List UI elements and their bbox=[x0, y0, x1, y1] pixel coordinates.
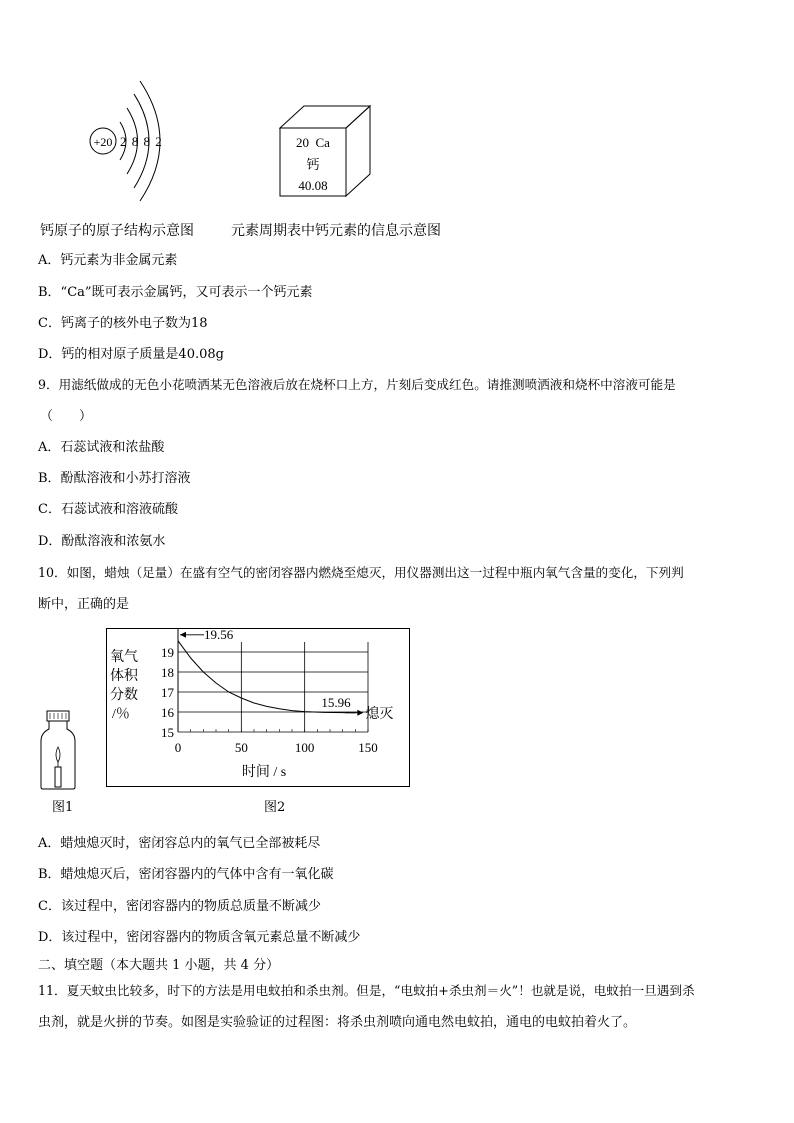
chart-ylabel-1: 氧气 bbox=[110, 650, 138, 665]
element-mass: 40.08 bbox=[298, 178, 328, 193]
q10-option-d: D．该过程中，密闭容器内的物质含氧元素总量不断减少 bbox=[38, 930, 361, 945]
fig2-label: 图2 bbox=[264, 800, 286, 815]
chart-ytick-label: 19 bbox=[161, 645, 174, 660]
candle bbox=[55, 767, 61, 787]
q8-option-b: B．“Ca”既可表示金属钙，又可表示一个钙元素 bbox=[38, 285, 313, 300]
oxygen-chart bbox=[106, 628, 410, 787]
element-number-symbol: 20 Ca bbox=[296, 135, 330, 150]
candle-bottle-figure bbox=[38, 709, 78, 791]
nucleus-charge: +20 bbox=[93, 135, 113, 149]
arrow-right-icon bbox=[357, 710, 363, 716]
chart-annotation-extinguish: 熄灭 bbox=[365, 706, 394, 722]
q8-option-d: D．钙的相对原子质量是40.08g bbox=[38, 347, 224, 362]
chart-xtick-label: 50 bbox=[234, 740, 248, 755]
chart-ytick-label: 15 bbox=[161, 725, 174, 740]
chart-annotation-end: 15.96 bbox=[321, 694, 351, 710]
chart-annotation-start: 19.56 bbox=[204, 628, 234, 642]
chart-xtick-label: 150 bbox=[358, 740, 378, 755]
q10-option-a: A．蜡烛熄灭时，密闭容总内的氧气已全部被耗尽 bbox=[38, 836, 321, 851]
chart-ylabel-2: 体积 bbox=[110, 669, 138, 684]
caption-element: 元素周期表中钙元素的信息示意图 bbox=[231, 223, 441, 239]
arrow-left-icon bbox=[180, 632, 186, 638]
atom-structure-diagram bbox=[80, 76, 190, 211]
element-card bbox=[276, 104, 376, 200]
q9-option-a: A．石蕊试液和浓盐酸 bbox=[38, 440, 165, 455]
chart-xtick-label: 0 bbox=[174, 740, 182, 755]
shell-electrons: 2 8 8 2 bbox=[120, 134, 163, 149]
q10-stem-line1: 10．如图，蜡烛（足量）在盛有空气的密闭容器内燃烧至熄灭，用仪器测出这一过程中瓶内氧气含量的变化，下列判 bbox=[38, 565, 684, 580]
q9-option-d: D．酚酞溶液和浓氨水 bbox=[38, 534, 166, 549]
chart-ytick-label: 18 bbox=[161, 665, 174, 680]
chart-ytick-label: 17 bbox=[161, 685, 174, 700]
chart-xtick-label: 100 bbox=[294, 740, 315, 755]
fig1-label: 图1 bbox=[52, 800, 74, 815]
q11-line2: 虫剂，就是火拼的节奏。如图是实验验证的过程图：将杀虫剂喷向通电然电蚊拍，通电的电蚊拍着火了。 bbox=[38, 1015, 637, 1030]
q9-option-b: B．酚酞溶液和小苏打溶液 bbox=[38, 471, 191, 486]
q9-option-c: C．石蕊试液和溶液硫酸 bbox=[38, 502, 178, 517]
caption-atom: 钙原子的原子结构示意图 bbox=[40, 223, 194, 239]
q8-option-a: A．钙元素为非金属元素 bbox=[38, 253, 178, 268]
q8-option-c: C．钙离子的核外电子数为18 bbox=[38, 316, 208, 331]
flame-icon bbox=[56, 747, 60, 762]
chart-ylabel-4: /％ bbox=[112, 707, 130, 722]
q9-blank: （ ） bbox=[40, 409, 93, 424]
section2-heading: 二、填空题（本大题共 1 小题，共 4 分） bbox=[38, 958, 280, 973]
element-name: 钙 bbox=[306, 157, 320, 172]
chart-ylabel-3: 分数 bbox=[110, 688, 138, 703]
chart-xlabel: 时间 / s bbox=[241, 765, 287, 780]
q10-stem-line2: 断中，正确的是 bbox=[38, 597, 130, 612]
q9-stem: 9．用滤纸做成的无色小花喷洒某无色溶液后放在烧杯口上方，片刻后变成红色。请推测喷洒液和烧杯中溶液可能是 bbox=[38, 377, 676, 392]
q10-option-c: C．该过程中，密闭容器内的物质总质量不断减少 bbox=[38, 899, 321, 914]
q10-option-b: B．蜡烛熄灭后，密闭容器内的气体中含有一氧化碳 bbox=[38, 867, 334, 882]
q11-line1: 11．夏天蚊虫比较多，时下的方法是用电蚊拍和杀虫剂。但是，“电蚊拍+杀虫剂＝火”！也就是说，电蚊拍一旦遇到杀 bbox=[38, 983, 695, 998]
chart-ytick-label: 16 bbox=[161, 705, 174, 720]
